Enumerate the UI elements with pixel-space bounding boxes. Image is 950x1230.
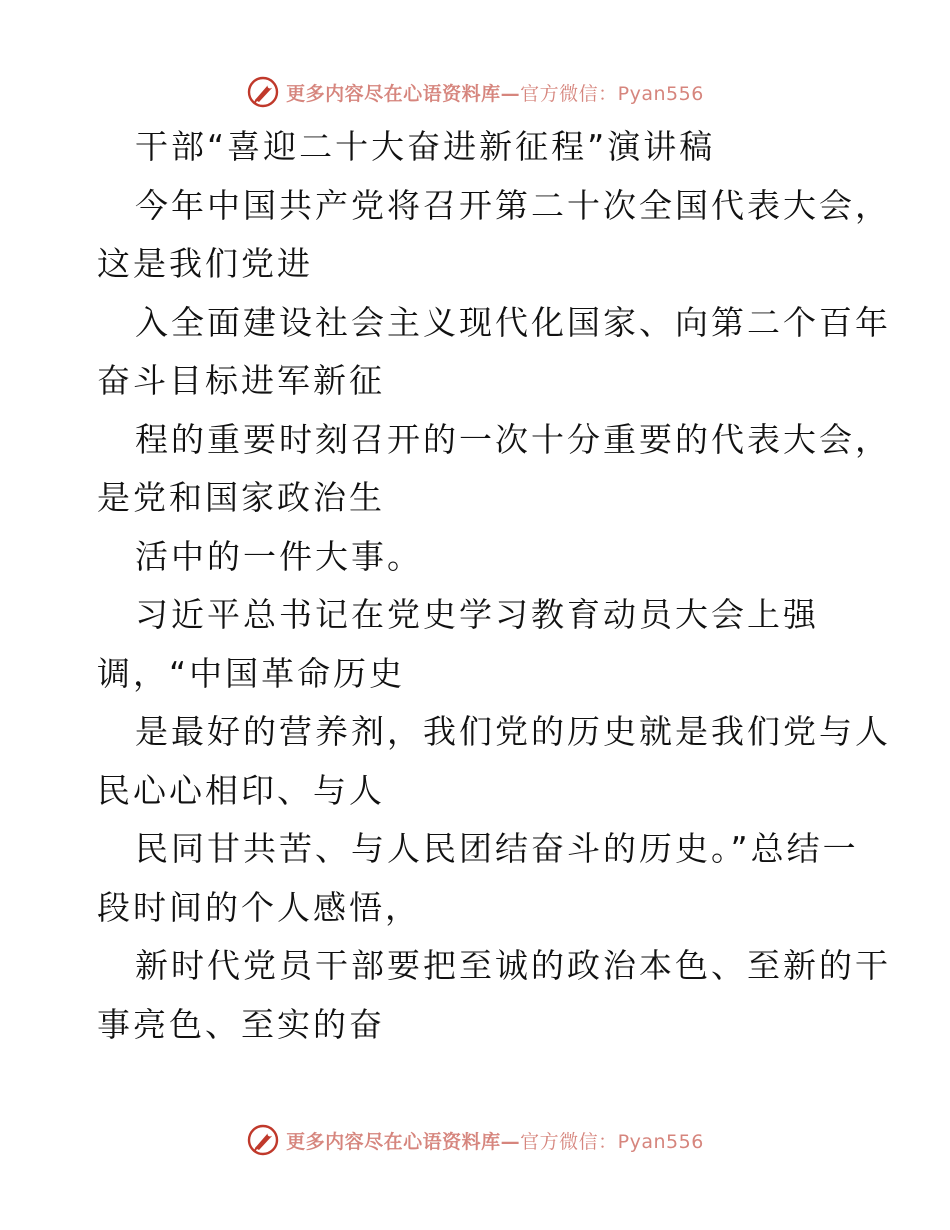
- watermark-wechat: 官方微信：Pyan556: [520, 82, 704, 105]
- paragraph-line: 程的重要时刻召开的一次十分重要的代表大会，: [135, 419, 891, 459]
- footer-watermark: [0, 1120, 950, 1160]
- watermark-dash: —: [500, 82, 521, 105]
- quill-logo-icon: [246, 1123, 280, 1157]
- document-body: [97, 118, 891, 1054]
- watermark-site: 更多内容尽在心语资料库: [286, 82, 501, 105]
- paragraph-line: 这是我们党进: [97, 244, 313, 283]
- watermark-text: [286, 79, 704, 106]
- paragraph-line: 是党和国家政治生: [97, 478, 385, 517]
- watermark-dash: —: [500, 1130, 521, 1153]
- paragraph-line: 今年中国共产党将召开第二十次全国代表大会，: [135, 185, 891, 225]
- document-title: 干部“喜迎二十大奋进新征程”演讲稿: [135, 127, 716, 166]
- paragraph-line: 入全面建设社会主义现代化国家、向第二个百年: [135, 302, 891, 342]
- paragraph-line: 奋斗目标进军新征: [97, 361, 385, 400]
- paragraph-line: 段时间的个人感悟，: [97, 887, 421, 927]
- paragraph-line: 民心心相印、与人: [97, 770, 385, 810]
- paragraph-line: 民同甘共苦、与人民团结奋斗的历史。”总结一: [135, 829, 859, 868]
- watermark-text: [286, 1127, 704, 1154]
- paragraph-line: 活中的一件大事。: [135, 536, 423, 576]
- header-watermark: [0, 72, 950, 112]
- watermark-wechat: 官方微信：Pyan556: [520, 1130, 704, 1153]
- paragraph-line: 调，“中国革命历史: [97, 653, 406, 693]
- paragraph-line: 事亮色、至实的奋: [97, 1004, 385, 1044]
- watermark-site: 更多内容尽在心语资料库: [286, 1130, 501, 1153]
- paragraph-line: 新时代党员干部要把至诚的政治本色、至新的干: [135, 946, 891, 985]
- paragraph-line: 是最好的营养剂，我们党的历史就是我们党与人: [135, 712, 891, 751]
- quill-logo-icon: [246, 75, 280, 109]
- paragraph-line: 习近平总书记在党史学习教育动员大会上强: [135, 595, 819, 634]
